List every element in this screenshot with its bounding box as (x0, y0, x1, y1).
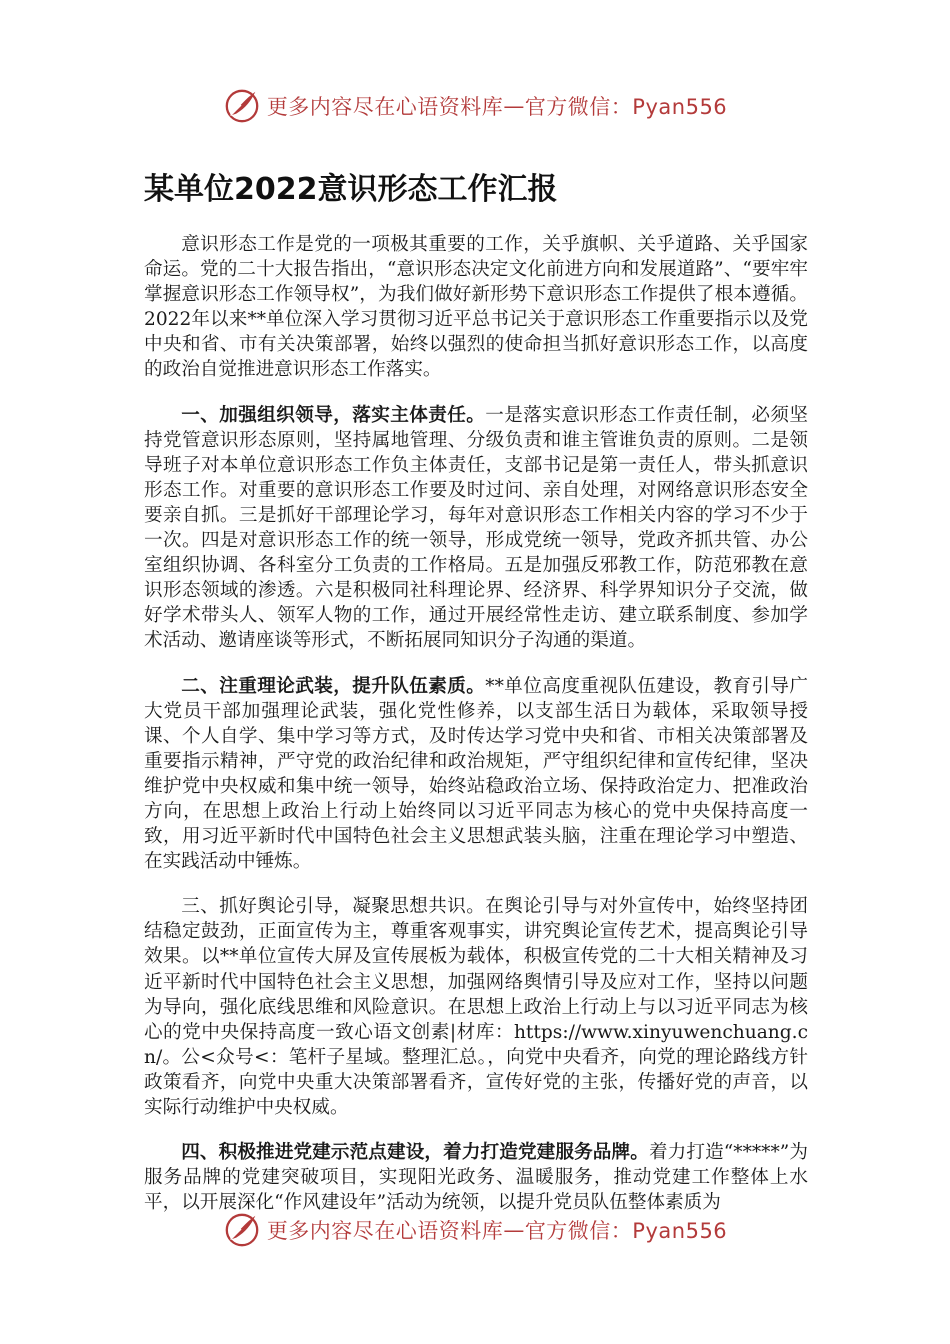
paragraph-section-3 (144, 894, 808, 1120)
document-title: 某单位2022意识形态工作汇报 (144, 172, 558, 207)
banner-wechat: 官方微信：Pyan556 (524, 1219, 728, 1243)
paragraph-heading: 二、注重理论武装，提升队伍素质。 (181, 675, 486, 697)
banner-separator: — (503, 1218, 525, 1242)
paragraph-heading: 四、积极推进党建示范点建设，着力打造党建服务品牌。 (181, 1142, 649, 1164)
banner-wechat: 官方微信：Pyan556 (524, 95, 728, 119)
paragraph-text: **单位高度重视队伍建设，教育引导广大党员干部加强理论武装，强化党性修养，以支部生活日为载体，采取领导授课、个人自学、集中学习等方式，及时传达学习党中央和省、市相关决策部署及重要指示精神，严守党的政治纪律和政治规矩，严守组织纪律和宣传纪律，坚决维护党中央权威和集中统一领导，始终站稳政治立场、保持政治定力、把准政治方向，在思想上政治上行动上始终同以习近平同志为核心的党中央保持高度一致，用习近平新时代中国特色社会主义思想武装头脑，注重在理论学习中塑造、在实践活动中锤炼。 (144, 675, 808, 873)
paragraph-intro (144, 232, 808, 383)
header-watermark-banner (0, 84, 950, 128)
paragraph-text: 三、抓好舆论引导，凝聚思想共识。在舆论引导与对外宣传中，始终坚持团结稳定鼓劲，正面宣传为主，尊重客观事实，讲究舆论宣传艺术，提高舆论引导效果。以**单位宣传大屏及宣传展板为载体，积极宣传党的二十大相关精神及习近平新时代中国特色社会主义思想，加强网络舆情引导及应对工作，坚持以问题为导向，强化底线思维和风险意识。在思想上政治上行动上与以习近平同志为核心的党中央保持高度一致心语文创素|材库：https://www.xinyuwenchuang.cn/。公<众号<：笔杆子星域。整理汇总。，向党中央看齐，向党的理论路线方针政策看齐，向党中央重大决策部署看齐，宣传好党的主张，传播好党的声音，以实际行动维护中央权威。 (144, 896, 808, 1118)
quill-pen-logo-icon (223, 87, 261, 125)
paragraph-text: 意识形态工作是党的一项极其重要的工作，关乎旗帜、关乎道路、关乎国家命运。党的二十大报告指出，“意识形态决定文化前进方向和发展道路”、“要牢牢掌握意识形态工作领导权”，为我们做好新形势下意识形态工作提供了根本遵循。2022年以来**单位深入学习贯彻习近平总书记关于意识形态工作重要指示以及党中央和省、市有关决策部署，始终以强烈的使命担当抓好意识形态工作，以高度的政治自觉推进意识形态工作落实。 (144, 234, 808, 381)
paragraph-section-1 (144, 403, 808, 654)
footer-watermark-banner (0, 1208, 950, 1252)
banner-text: 更多内容尽在心语资料库 (266, 95, 504, 119)
document-body (144, 232, 808, 1235)
paragraph-section-4 (144, 1140, 808, 1215)
quill-pen-logo-icon (223, 1211, 261, 1249)
banner-separator: — (503, 94, 525, 118)
paragraph-section-2 (144, 674, 808, 875)
paragraph-text: 着力打造“*****”为服务品牌的党建突破项目，实现阳光政务、温暖服务，推动党建工作整体上水平，以开展深化“作风建设年”活动为统领，以提升党员队伍整体素质为 (144, 1142, 808, 1214)
paragraph-text: 一是落实意识形态工作责任制，必须坚持党管意识形态原则，坚持属地管理、分级负责和谁主管谁负责的原则。二是领导班子对本单位意识形态工作负主体责任，支部书记是第一责任人，带头抓意识形态工作。对重要的意识形态工作要及时过问、亲自处理，对网络意识形态安全要亲自抓。三是抓好干部理论学习，每年对意识形态工作相关内容的学习不少于一次。四是对意识形态工作的统一领导，形成党统一领导，党政齐抓共管、办公室组织协调、各科室分工负责的工作格局。五是加强反邪教工作，防范邪教在意识形态领域的渗透。六是积极同社科理论界、经济界、科学界知识分子交流，做好学术带头人、领军人物的工作，通过开展经常性走访、建立联系制度、参加学术活动、邀请座谈等形式，不断拓展同知识分子沟通的渠道。 (144, 404, 808, 652)
paragraph-heading: 一、加强组织领导，落实主体责任。 (181, 404, 486, 426)
banner-text: 更多内容尽在心语资料库 (266, 1219, 504, 1243)
